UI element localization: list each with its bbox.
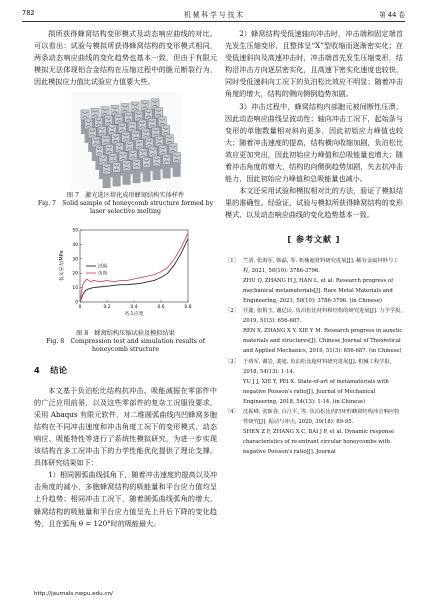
y-tick-label: 10 — [71, 286, 78, 292]
y-tick-label: 0 — [74, 300, 78, 306]
reference-item: ［1］ 竺清, 张海军, 韩磊, 等. 机械超材料研究进展[J]. 稀有金属材料与工程, 2021, 50(10): 3786-3796. ZHU Q, ZHANG H J, HAN L, et al. Research progress of mechanical metamaterials[J]. Rare Metal Materials and Engineering, 2021, 50(10): 3786-3796. (in Chinese) — [225, 257, 399, 304]
paragraph: 2）蜂窝结构受低速轴向冲击时，冲击端和固定端首先发生压缩变形，且整体呈“X”型收缩而逐渐密实化；在受低速斜向及高速冲击时，冲击端首先发生压缩变形，结构沿冲击方向逐层密实化，且高速下密实化速度也较快，同时受低速斜向工况下的负泊松比效应不明显；随着冲击角度的增大，结构的侧向侧倒趋势加剧。 — [225, 29, 403, 99]
x-tick-label: 0.2 — [103, 305, 110, 311]
figure-7 — [34, 92, 217, 216]
honeycomb-cell — [172, 153, 180, 177]
x-axis-label: 名义应变 — [123, 312, 144, 318]
section-number: 4 — [34, 365, 41, 376]
figure-8-caption: 图 8 蜂窝结构压缩试验及模拟结果 Fig. 8 Compression test and simulation results of honeycomb structure — [46, 330, 205, 354]
series-line — [80, 239, 188, 302]
honeycomb-cell — [102, 164, 110, 188]
x-tick-label: 0.4 — [130, 305, 137, 311]
y-tick-label: 50 — [71, 228, 78, 234]
section-heading — [34, 364, 217, 376]
honeycomb-cell — [132, 160, 140, 184]
page-number: 782 — [22, 9, 35, 17]
y-tick-label: 30 — [71, 257, 78, 263]
honeycomb-cell — [112, 163, 120, 187]
x-tick-label: 0 — [78, 305, 81, 311]
plot-frame — [80, 230, 188, 302]
paragraph: 本文基于负泊松比结构抗冲击、吸能减振在零部件中的广泛应用前景，以及这些零部件的复杂工况服役要求。采用 Abaqus 有限元软件，对二维圆弧曲线内凹蜂窝多胞结构在不同冲击速度和冲击角度工况下的变形模式、动态响应、吸能特性等进行了系统性模拟研究，为进一步实现该结构在多工况冲击下的力学性能优化提供了理论支撑。具体研究结果如下： — [34, 385, 217, 468]
legend-label: 仿真 — [97, 272, 107, 278]
running-header — [22, 9, 405, 21]
honeycomb-cell — [142, 158, 150, 182]
honeycomb-cell — [152, 156, 160, 180]
stress-strain-chart — [56, 222, 196, 328]
paragraph: 1）相同圆弧曲线弧角下，随着冲击速度的提高以及冲击角度的减小，多胞蜂窝结构的吸能量和平台应力值均呈上升趋势；相同冲击工况下，随着圆弧曲线弧角的增大，蜂窝结构的吸能量和平台应力值呈先上升后下降的变化趋势，且在弧角 θ = 120°时的吸能最大。 — [34, 470, 217, 528]
references-list — [225, 256, 403, 458]
reference-item: ［4］ 沈振峰, 张新春, 白江平, 等. 负泊松比内凹环形蜂窝结构冲击响应特性研究[J]. 振动与冲击, 2020, 39(18): 89-95. SHEN Z F, ZHANG X C, BAI J P, et al. Dynamic response characteristics of re-entrant circular honeycombs with negative Poisson's ratio[J]. Journal — [225, 409, 400, 456]
figure-7-caption: 图 7 激光选区熔化成形蜂窝结构实体样件 Fig. 7 Solid sample of honeycomb structure formed by laser selective melting — [37, 192, 214, 216]
y-axis-label: 名义应力/MPa — [59, 251, 65, 282]
paragraph: 损所获得蜂窝结构变形模式及动态响应曲线的对比。可以看出：试验与模拟所获得蜂窝结构的变形模式相同，两条动态响应曲线的变化趋势也基本一致，但由于有限元模拟无法体现铝合金结构在压缩过程中的脆元断裂行为，因此模拟应力值比试验应力值要大些。 — [34, 29, 217, 87]
paragraph: 本文还采用试验和模拟相对比的方法，验证了模拟结果的准确性。经验证，试验与模拟所获得蜂窝结构的变形模式、以及动态响应曲线的变化趋势基本一致。 — [225, 186, 403, 220]
y-tick-label: 40 — [71, 243, 78, 249]
left-column — [34, 28, 217, 530]
reference-item: ［3］ 于靖军, 谢岩, 裴旭. 负泊松比超材料研究进展[J]. 机械工程学报, 2018, 54(13): 1-14. YU J J, XIE Y, PEI X. State-of-art of metamaterials with negative Poisson's ratio[J]. Journal of Mechanical Engineering, 2018, 54(13): 1-14. (in Chinese) — [225, 358, 392, 405]
x-tick-label: 0.6 — [157, 305, 164, 311]
x-tick-label: 0.8 — [184, 305, 191, 311]
honeycomb-cell — [122, 161, 130, 185]
honeycomb-sample-photo — [71, 92, 181, 190]
figure-8 — [34, 222, 217, 354]
honeycomb-cell — [162, 155, 170, 179]
header-rule — [22, 21, 405, 22]
footer-url[interactable]: http://journals.nwpu.edu.cn/ — [34, 591, 113, 597]
right-column — [225, 28, 403, 457]
y-tick-label: 20 — [71, 272, 78, 278]
journal-title: 机 械 科 学 与 技 术 — [184, 11, 243, 19]
references-heading: [ 参考文献 ] — [287, 234, 341, 244]
paragraph: 3）冲击过程中，蜂窝结构内部胞元被间断性压溃，因此动态响应曲线呈波动性；轴向冲击工况下，起始条与变形的单胞数量相对斜向更多，因此初始应力峰值也较大；随着冲击速度的提高，结构横向收缩加剧，负泊松比效应更加突出，因此初始应力峰值和总吸能量也增大；随着冲击角度的增大，结构的向侧倒趋势加剧，失去抗冲击能力，因此初始应力峰值和总吸能量也减小。 — [225, 101, 403, 184]
legend-label: 试验 — [97, 265, 107, 271]
section-title: 结论 — [50, 365, 68, 376]
reference-item: ［2］ 任鑫, 张相玉, 谢亿民. 负泊松比材料和结构的研究进展[J]. 力学学报, 2019, 51(3): 656-687. REN X, ZHANG X Y, XIE Y M. Research progress in auxetic materials and structures[J]. Chinese Journal of Theoretical and Applied Mechanics, 2019, 51(3): 656-687. (in Chinese) — [225, 308, 403, 355]
volume-label: 第 44 卷 — [379, 11, 405, 19]
